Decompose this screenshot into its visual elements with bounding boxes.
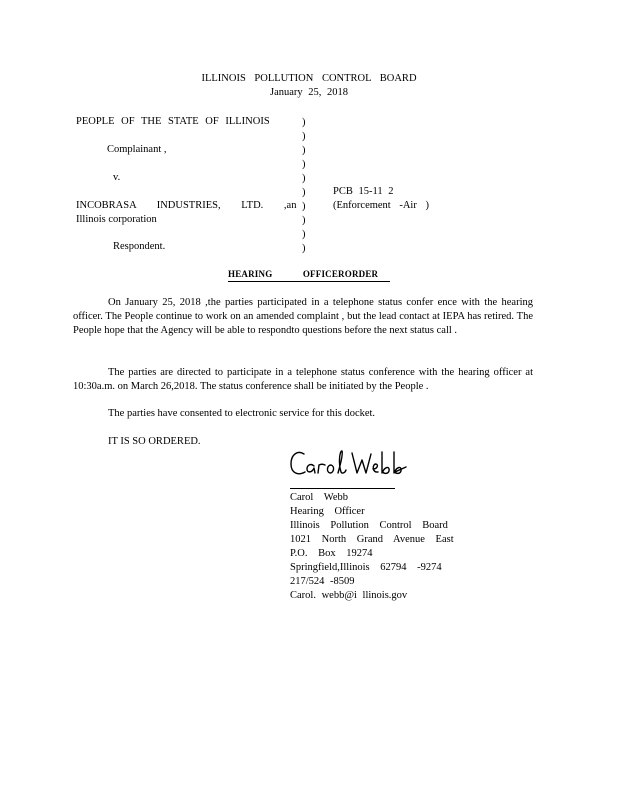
paren: ): [302, 159, 306, 170]
address-line-2: P.O. Box 19274: [290, 548, 373, 559]
order-paragraph-4-text: IT IS SO ORDERED.: [108, 436, 201, 447]
signer-title: Hearing Officer: [290, 506, 365, 517]
paren: ): [302, 201, 306, 212]
signature-text: [292, 470, 293, 471]
email-address[interactable]: Carol. webb@i llinois.gov: [290, 590, 408, 601]
caption-parentheses: [302, 116, 312, 256]
plaintiff-name: PEOPLE OF THE STATE OF ILLINOIS: [76, 116, 270, 127]
order-paragraph-2: [73, 366, 533, 394]
complainant-label: Complainant ,: [107, 144, 167, 155]
order-paragraph-3-text: The parties have consented to electronic service for this docket.: [108, 408, 376, 419]
order-paragraph-3: [73, 407, 533, 421]
paren: ): [302, 117, 306, 128]
signer-name: Carol Webb: [290, 492, 348, 503]
paren: ): [302, 187, 306, 198]
address-line-1: 1021 North Grand Avenue East: [290, 534, 454, 545]
order-paragraph-1-text: On January 25, 2018 ,the parties participated in a telephone status confer ence with the hearing officer. The People continue to work on an amended complaint , but the lead contact at IEPA has retired. The People hope that the Agency will be able to respondto questions before the next status call .: [73, 297, 533, 337]
defendant-name: INCOBRASA INDUSTRIES, LTD. ,an: [76, 200, 297, 211]
paren: ): [302, 131, 306, 142]
signature-line: [290, 488, 395, 489]
order-paragraph-2-text: The parties are directed to participate in a telephone status conference with the hearing officer at 10:30a.m. on March 26,2018. The status conference shall be initiated by the People .: [73, 367, 533, 393]
board-name: ILLINOIS POLLUTION CONTROL BOARD: [201, 73, 417, 84]
handwritten-signature: [288, 446, 413, 482]
paren: ): [302, 145, 306, 156]
respondent-label: Respondent.: [113, 241, 166, 252]
paren: ): [302, 215, 306, 226]
signer-organization: Illinois Pollution Control Board: [290, 520, 448, 531]
paren: ): [302, 229, 306, 240]
case-type: (Enforcement -Air ): [333, 200, 429, 211]
document-date: January 25, 2018: [269, 87, 349, 98]
defendant-description: Illinois corporation: [76, 214, 157, 225]
versus-label: v.: [113, 172, 121, 183]
order-title: HEARING OFFICERORDER: [228, 269, 379, 279]
address-line-3: Springfield,Illinois 62794 -9274: [290, 562, 442, 573]
order-paragraph-1: [73, 296, 533, 339]
signature-block: [290, 491, 454, 603]
order-title-underline: [228, 281, 390, 282]
paren: ): [302, 173, 306, 184]
paren: ): [302, 243, 306, 254]
phone-number: 217/524 -8509: [290, 576, 355, 587]
case-number: PCB 15-11 2: [333, 186, 394, 197]
